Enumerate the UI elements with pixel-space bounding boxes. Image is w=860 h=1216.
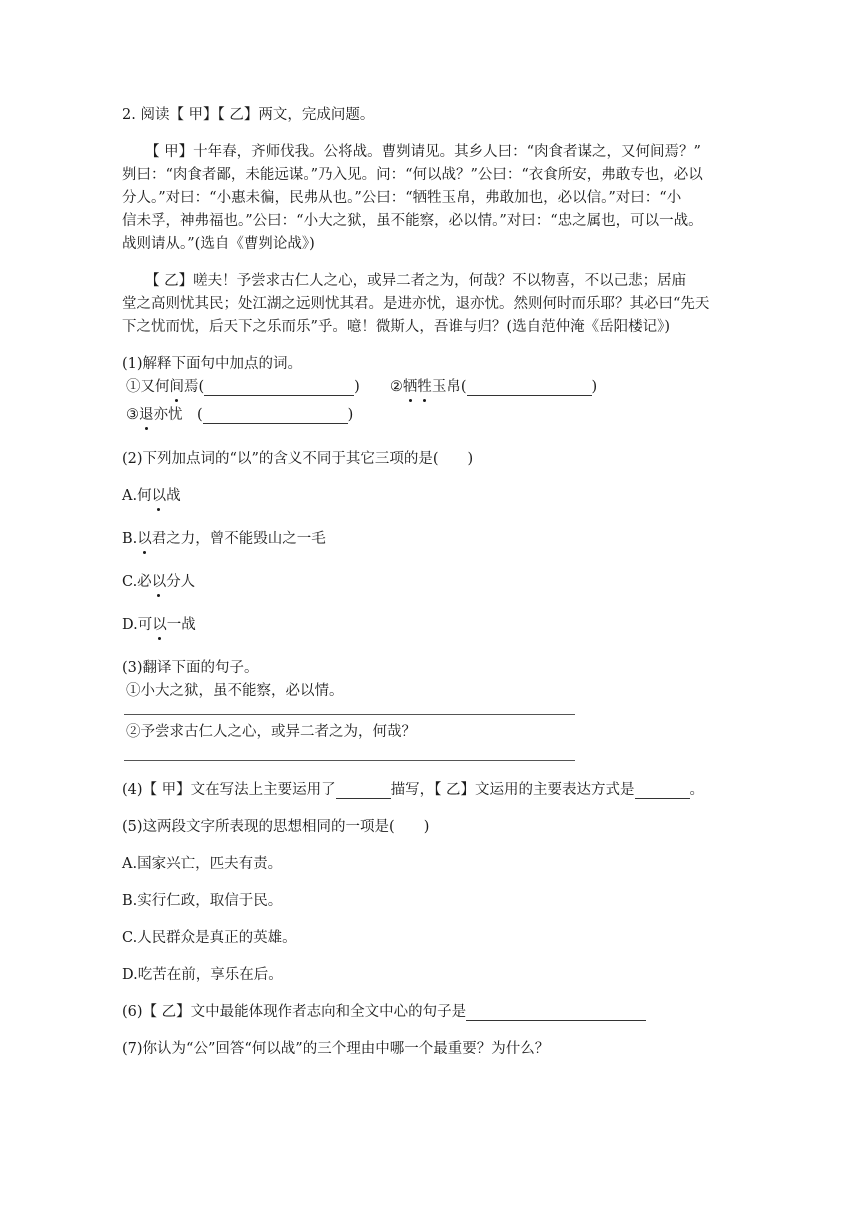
passage-yi-line: 【 乙】嗟夫！予尝求古仁人之心，或异二者之为，何哉？不以物喜，不以己悲；居庙 [145,273,687,289]
q1-items-row [126,375,597,396]
passage-jia-line: 刿曰：“肉食者鄙，未能远谋。”乃入见。问：“何以战？”公曰：“衣食所安，弗敢专也，必以 [122,167,703,183]
q2-option-d[interactable]: D.可以一战 [122,613,196,634]
q3-sentence-1: ①小大之狱，虽不能察，必以情。 [126,683,344,699]
answer-line[interactable] [124,714,575,715]
q2-stem: (2)下列加点词的“以”的含义不同于其它三项的是( ) [122,451,474,467]
dotted-char: 退 [139,403,154,424]
answer-blank[interactable] [204,379,354,396]
q5-stem: (5)这两段文字所表现的思想相同的一项是( ) [122,819,430,835]
question-title: 2. 阅读【 甲】【 乙】两文，完成问题。 [122,107,375,123]
q5-option-a[interactable]: A.国家兴亡，匹夫有责。 [122,856,283,872]
dotted-char: 以 [152,570,167,591]
q2-option-c[interactable]: C.必以分人 [122,570,195,591]
answer-blank[interactable] [635,782,690,799]
dotted-char: 间 [170,375,185,396]
q6-stem: (6)【 乙】文中最能体现作者志向和全文中心的句子是 [122,1000,646,1021]
q5-option-b[interactable]: B.实行仁政，取信于民。 [122,893,283,909]
answer-line[interactable] [124,760,575,761]
passage-jia-line: 【 甲】十年春，齐师伐我。公将战。曹刿请见。其乡人曰：“肉食者谋之，又何间焉？” [145,144,701,160]
answer-blank[interactable] [203,407,348,424]
answer-blank[interactable] [467,379,592,396]
answer-blank[interactable] [336,782,391,799]
q3-sentence-2: ②予尝求古仁人之心，或异二者之为，何哉？ [126,724,416,740]
q1-item1: ①又何间焉( ) [126,379,360,395]
passage-jia-line: 战则请从。”(选自《曹刿论战》) [122,236,315,252]
dotted-char: 牲 [417,375,432,396]
q3-stem: (3)翻译下面的句子。 [122,660,259,676]
passage-yi-line: 堂之高则忧其民；处江湖之远则忧其君。是进亦忧，退亦忧。然则何时而乐耶？其必曰“先天 [122,296,710,312]
q7-stem: (7)你认为“公”回答“何以战”的三个理由中哪一个最重要？为什么？ [122,1041,550,1057]
q1-stem: (1)解释下面句中加点的词。 [122,356,303,372]
q1-item3: ③退亦忧 ( ) [126,403,353,424]
answer-blank[interactable] [466,1004,646,1021]
q5-option-d[interactable]: D.吃苦在前，享乐在后。 [122,967,283,983]
dotted-char: 以 [152,613,167,634]
q2-option-b[interactable]: B.以君之力，曾不能毁山之一毛 [122,527,326,548]
dotted-char: 牺 [403,375,418,396]
passage-jia-line: 分人。”对曰：“小惠未徧，民弗从也。”公曰：“牺牲玉帛，弗敢加也，必以信。”对曰：“小 [122,190,682,206]
dotted-char: 以 [152,484,167,505]
q4-stem: (4)【 甲】文在写法上主要运用了 描写，【 乙】文运用的主要表达方式是 。 [122,782,705,798]
passage-yi-line: 下之忧而忧，后天下之乐而乐”乎。噫！微斯人，吾谁与归？(选自范仲淹《岳阳楼记》) [122,319,670,335]
q1-item2: ②牺牲玉帛( ) [390,379,597,395]
q5-option-c[interactable]: C.人民群众是真正的英雄。 [122,930,297,946]
passage-jia-line: 信未孚，神弗福也。”公曰：“小大之狱，虽不能察，必以情。”对曰：“忠之属也，可以一战。 [122,213,703,229]
q2-option-a[interactable]: A.何以战 [122,484,181,505]
dotted-char: 以 [137,527,152,548]
